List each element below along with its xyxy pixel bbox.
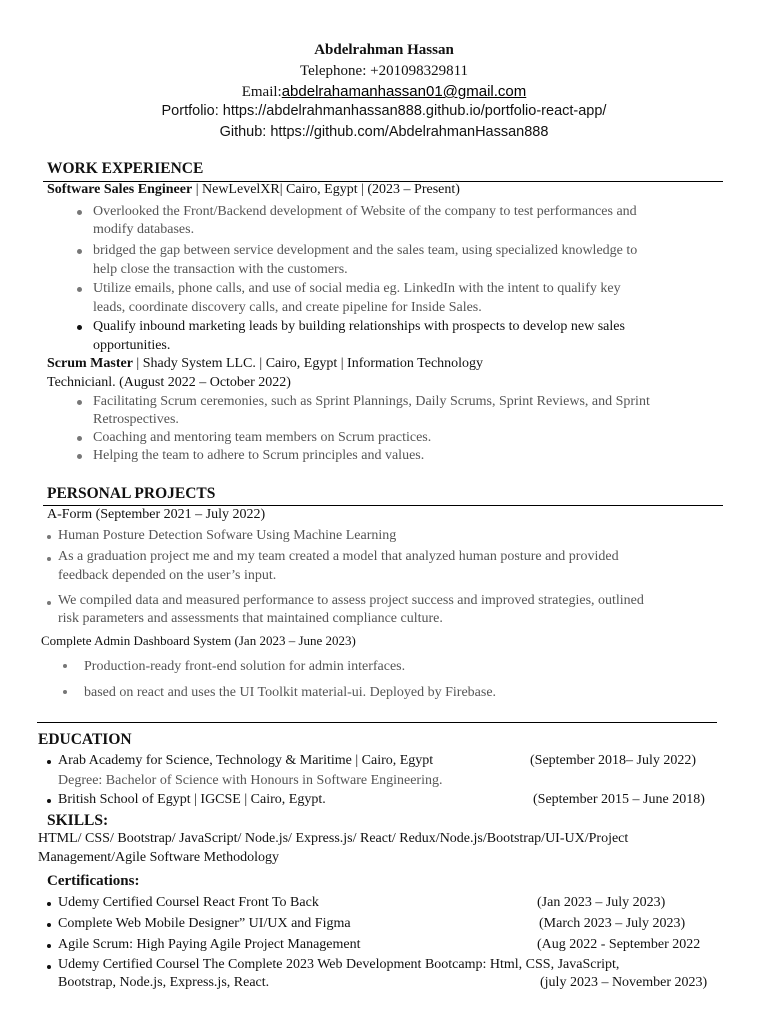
education-degree: Degree: Bachelor of Science with Honours in Software Engineering. — [58, 773, 443, 788]
certification-date: (Jan 2023 – July 2023) — [537, 895, 666, 910]
certification-name: Udemy Certified Coursel The Complete 2023 Web Development Bootcamp: Html, CSS, JavaScript, — [58, 957, 620, 972]
certification-date: (March 2023 – July 2023) — [539, 916, 686, 931]
bullet-icon — [47, 799, 51, 803]
bullet-icon — [47, 965, 51, 969]
certification-name-cont: Bootstrap, Node.js, Express.js, React. — [58, 975, 270, 990]
certifications-heading: Certifications: — [47, 873, 140, 889]
email-label: Email: — [241, 84, 282, 100]
bullet-icon — [77, 454, 82, 459]
certification-name: Agile Scrum: High Paying Agile Project Management — [58, 937, 361, 952]
bullet-icon — [47, 601, 51, 605]
certification-date: (july 2023 – November 2023) — [540, 975, 708, 990]
bullet-icon — [77, 210, 82, 215]
skills-line: Management/Agile Software Methodology — [38, 850, 280, 865]
job1-bullet-2b: help close the transaction with the customers. — [93, 262, 348, 277]
job1-bullet-1a: Overlooked the Front/Backend development of Website of the company to test performances and — [93, 204, 637, 219]
education-heading: EDUCATION — [38, 731, 132, 748]
skills-line: HTML/ CSS/ Bootstrap/ JavaScript/ Node.js/ Express.js/ React/ Redux/Node.js/Bootstrap/UI-UX/Project — [38, 831, 629, 846]
job-dates: Technicianl. (August 2022 – October 2022) — [47, 375, 291, 390]
p2-bullet-2: based on react and uses the UI Toolkit material-ui. Deployed by Firebase. — [84, 685, 497, 700]
skills-heading: SKILLS: — [47, 812, 109, 829]
education-date: (September 2018– July 2022) — [530, 753, 697, 768]
bullet-icon — [47, 923, 51, 927]
telephone: Telephone: +201098329811 — [299, 63, 469, 79]
bullet-icon — [63, 690, 67, 694]
bullet-icon — [77, 287, 82, 292]
bullet-icon — [77, 400, 82, 405]
certification-date: (Aug 2022 - September 2022 — [537, 937, 701, 952]
job1-bullet-3a: Utilize emails, phone calls, and use of social media eg. LinkedIn with the intent to qualify key — [93, 281, 621, 296]
bullet-icon — [47, 760, 51, 764]
p1-bullet-3a: We compiled data and measured performance to assess project success and improved strategies, outlined — [58, 593, 644, 608]
bullet-icon — [47, 944, 51, 948]
email-link[interactable]: abdelrahamanhassan01@gmail.com — [281, 83, 527, 100]
bullet-icon — [47, 902, 51, 906]
job2-bullet-3: Helping the team to adhere to Scrum principles and values. — [93, 448, 425, 463]
github-link[interactable]: Github: https://github.com/AbdelrahmanHassan888 — [219, 124, 549, 140]
work-experience-heading: WORK EXPERIENCE — [47, 160, 204, 177]
certification-name: Udemy Certified Coursel React Front To Back — [58, 895, 319, 910]
p1-bullet-3b: risk parameters and assessments that maintained compliance culture. — [58, 611, 443, 626]
job1-bullet-2a: bridged the gap between service development and the sales team, using specialized knowledge to — [93, 243, 638, 258]
job1-bullet-3b: leads, coordinate discovery calls, and create pipeline for Inside Sales. — [93, 300, 482, 315]
job-scrum-master — [47, 356, 483, 372]
job-details: | NewLevelXR| Cairo, Egypt | (2023 – Present) — [192, 182, 460, 197]
bullet-icon — [77, 325, 82, 330]
project-title: A-Form (September 2021 – July 2022) — [47, 507, 266, 522]
job-details: | Shady System LLC. | Cairo, Egypt | Information Technology — [132, 356, 484, 371]
portfolio-link[interactable]: Portfolio: https://abdelrahmanhassan888.github.io/portfolio-react-app/ — [161, 103, 607, 119]
job-title: Software Sales Engineer — [47, 182, 193, 197]
job-title: Scrum Master — [47, 356, 133, 371]
certification-name: Complete Web Mobile Designer” UI/UX and Figma — [58, 916, 351, 931]
p1-bullet-2a: As a graduation project me and my team created a model that analyzed human posture and provided — [58, 549, 619, 564]
education-date: (September 2015 – June 2018) — [533, 792, 705, 807]
bullet-icon — [47, 557, 51, 561]
job2-bullet-2: Coaching and mentoring team members on Scrum practices. — [93, 430, 432, 445]
resume-name: Abdelrahman Hassan — [314, 42, 454, 58]
bullet-icon — [77, 249, 82, 254]
bullet-icon — [47, 535, 51, 539]
education-school: British School of Egypt | IGCSE | Cairo, Egypt. — [58, 792, 326, 807]
job1-bullet-4b: opportunities. — [93, 338, 171, 353]
job-sales-engineer — [47, 182, 460, 198]
bullet-icon — [77, 436, 82, 441]
email-line — [0, 83, 768, 101]
section-divider — [43, 505, 723, 506]
project-title: Complete Admin Dashboard System (Jan 2023 – June 2023) — [41, 633, 356, 648]
p1-bullet-2b: feedback depended on the user’s input. — [58, 568, 277, 583]
bullet-icon — [63, 664, 67, 668]
education-school: Arab Academy for Science, Technology & Maritime | Cairo, Egypt — [58, 753, 434, 768]
job2-bullet-1a: Facilitating Scrum ceremonies, such as Sprint Plannings, Daily Scrums, Sprint Reviews, and Sprint — [93, 394, 650, 409]
section-divider — [37, 722, 717, 723]
job1-bullet-1b: modify databases. — [93, 222, 195, 237]
p2-bullet-1: Production-ready front-end solution for admin interfaces. — [84, 659, 406, 674]
job1-bullet-4a: Qualify inbound marketing leads by building relationships with prospects to develop new sales — [93, 319, 625, 334]
personal-projects-heading: PERSONAL PROJECTS — [47, 485, 216, 502]
p1-bullet-1: Human Posture Detection Sofware Using Machine Learning — [58, 528, 397, 543]
job2-bullet-1b: Retrospectives. — [93, 412, 179, 427]
